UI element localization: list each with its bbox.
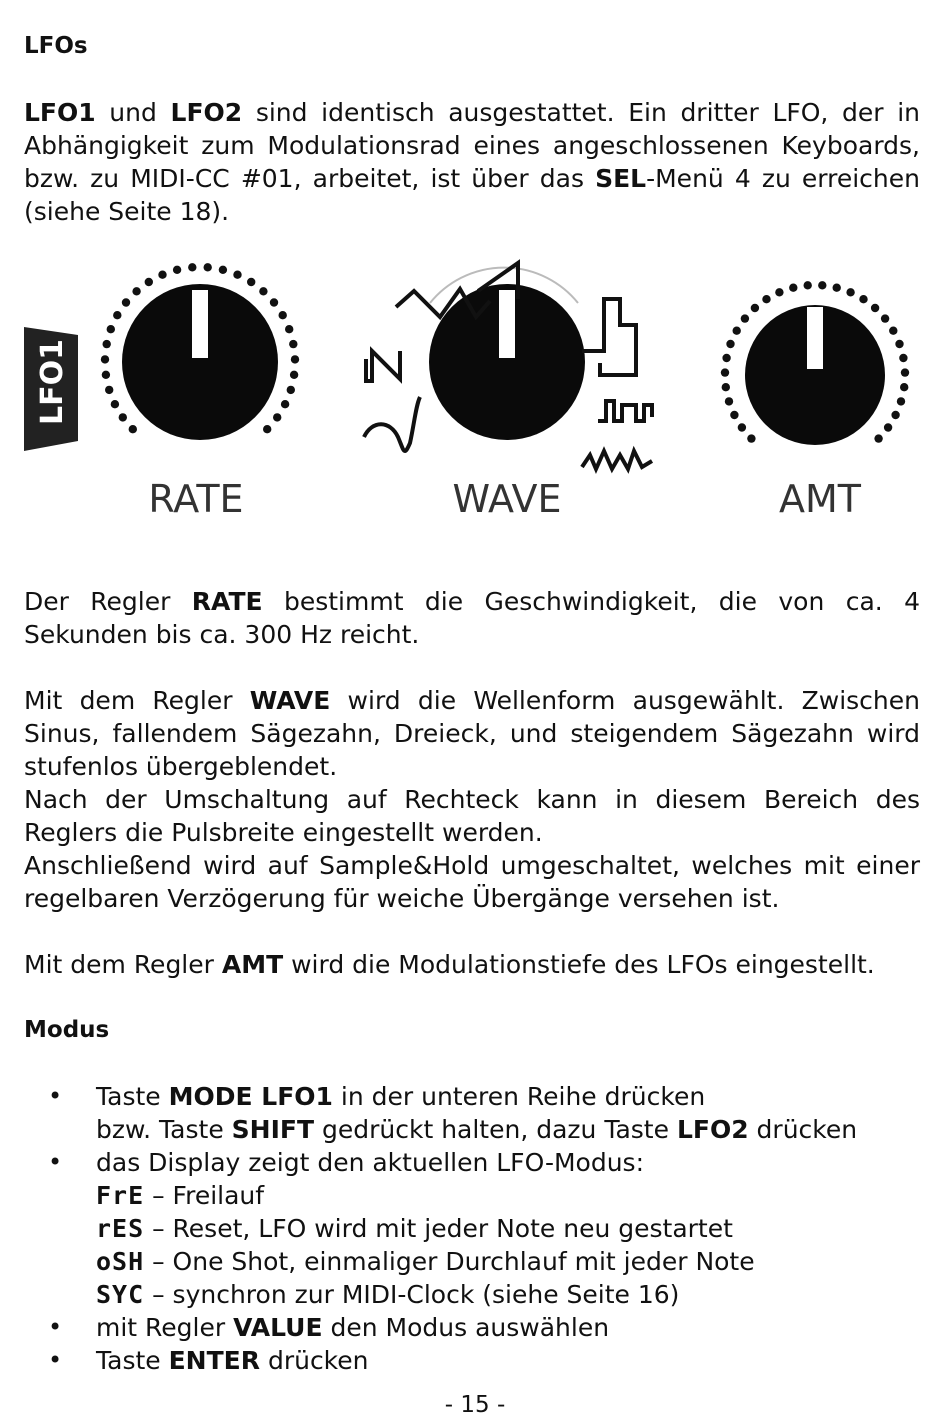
body-paragraphs: [24, 585, 920, 1047]
scale-dot: [804, 281, 812, 289]
amt-knob[interactable]: [721, 281, 909, 445]
scale-dot: [107, 325, 115, 333]
mode-code: oSH: [96, 1247, 145, 1276]
list-item: [0, 1311, 900, 1344]
scale-dot: [891, 411, 899, 419]
scale-dot: [881, 314, 889, 322]
mode-entry: [0, 1179, 900, 1212]
scale-dot: [259, 287, 267, 295]
rate-paragraph: [24, 585, 920, 651]
scale-dot: [204, 263, 212, 271]
scale-dot: [290, 371, 298, 379]
scale-dot: [247, 278, 255, 286]
scale-dot: [738, 423, 746, 431]
scale-dot: [751, 304, 759, 312]
step4-post: drücken: [260, 1346, 369, 1375]
intro-text-2: -Menü 4 zu erreichen (siehe Seite 18).: [24, 164, 920, 226]
scale-dot: [145, 278, 153, 286]
step3-pre: mit Regler: [96, 1313, 234, 1342]
scale-dot: [188, 263, 196, 271]
scale-dot: [289, 340, 297, 348]
scale-dot: [846, 288, 854, 296]
scale-dot: [775, 288, 783, 296]
scale-dot: [899, 354, 907, 362]
mode-description: – One Shot, einmaliger Durchlauf mit jeder Note: [144, 1247, 755, 1276]
mode-entry: [0, 1245, 900, 1278]
scale-dot: [874, 434, 882, 442]
scale-dot: [102, 371, 110, 379]
scale-dot: [270, 298, 278, 306]
scale-dot: [889, 327, 897, 335]
step3-post: den Modus auswählen: [322, 1313, 610, 1342]
scale-dot: [233, 271, 241, 279]
mode-description: – Reset, LFO wird mit jeder Note neu gestartet: [144, 1214, 733, 1243]
scale-dot: [818, 281, 826, 289]
term-lfo2: LFO2: [170, 98, 243, 127]
section-heading-lfos: LFOs: [24, 33, 88, 59]
scale-dot: [132, 287, 140, 295]
list-item: [0, 1344, 900, 1377]
term-shift: SHIFT: [231, 1115, 315, 1144]
wave-label: WAVE: [452, 477, 562, 521]
scale-dot: [111, 400, 119, 408]
lfo-panel-figure: [0, 255, 950, 545]
wave-paragraph-3: Anschließend wird auf Sample&Hold umgeschaltet, welches mit einer regelbaren Verzögerung für weiche Übergänge versehen ist.: [24, 851, 920, 913]
mode-steps-list: [0, 1080, 900, 1377]
sine-wave-icon: [364, 397, 420, 451]
wave-para-post: wird die Wellenform ausgewählt. Zwischen Sinus, fallendem Sägezahn, Dreieck, und steigendem Sägezahn wird stufenlos übergeblendet.: [24, 686, 920, 781]
lfo1-tag: [24, 327, 78, 451]
rate-para-post: bestimmt die Geschwindigkeit, die von ca. 4 Sekunden bis ca. 300 Hz reicht.: [24, 587, 920, 649]
bullet-icon: •: [48, 1148, 63, 1176]
scale-dot: [273, 413, 281, 421]
mode-entry: [0, 1278, 900, 1311]
term-wave: WAVE: [249, 686, 331, 715]
scale-dot: [833, 284, 841, 292]
scale-dot: [103, 340, 111, 348]
term-rate: RATE: [191, 587, 263, 616]
amt-para-pre: Mit dem Regler: [24, 950, 222, 979]
step1-post: in der unteren Reihe drücken: [332, 1082, 706, 1111]
scale-dot: [129, 425, 137, 433]
mode-description: – Freilauf: [144, 1181, 265, 1210]
page-number: - 15 -: [444, 1392, 506, 1418]
step4-pre: Taste: [96, 1346, 169, 1375]
scale-dot: [901, 368, 909, 376]
scale-dot: [722, 383, 730, 391]
scale-dot: [119, 413, 127, 421]
square-wave-icon: [582, 299, 636, 375]
scale-dot: [726, 340, 734, 348]
list-item: [0, 1146, 900, 1179]
scale-dot: [113, 311, 121, 319]
page-body: [24, 30, 920, 228]
pulse-wave-icon: [598, 401, 652, 421]
list-item: [0, 1080, 900, 1113]
scale-dot: [105, 386, 113, 394]
wave-paragraph: [24, 684, 920, 783]
mode-description: – synchron zur MIDI-Clock (siehe Seite 16): [144, 1280, 680, 1309]
step1b-post: drücken: [748, 1115, 858, 1144]
rate-knob[interactable]: [101, 263, 299, 440]
lfo1-tag-label: LFO1: [35, 339, 70, 425]
amt-paragraph: [24, 948, 920, 981]
scale-dot: [287, 386, 295, 394]
mode-code: rES: [96, 1214, 145, 1243]
list-item-continuation: [0, 1113, 900, 1146]
wave-knob[interactable]: [429, 268, 585, 440]
step1b-pre: bzw. Taste: [96, 1115, 232, 1144]
scale-dot: [900, 383, 908, 391]
bullet-icon: •: [48, 1082, 63, 1110]
scale-dot: [747, 434, 755, 442]
rate-para-pre: Der Regler: [24, 587, 192, 616]
scale-dot: [219, 266, 227, 274]
intro-paragraph: [24, 96, 920, 228]
step1-pre: Taste: [96, 1082, 169, 1111]
scale-dot: [281, 400, 289, 408]
scale-dot: [859, 295, 867, 303]
scale-dot: [725, 397, 733, 405]
term-lfo2-key: LFO2: [676, 1115, 749, 1144]
step2-text: das Display zeigt den aktuellen LFO-Modus:: [96, 1148, 644, 1177]
amt-para-post: wird die Modulationstiefe des LFOs eingestellt.: [283, 950, 875, 979]
scale-dot: [741, 314, 749, 322]
amt-label: AMT: [779, 477, 861, 521]
mode-entry: [0, 1212, 900, 1245]
intro-text-und: und: [95, 98, 171, 127]
term-mode-lfo1: MODE LFO1: [168, 1082, 333, 1111]
scale-dot: [884, 423, 892, 431]
scale-dot: [122, 298, 130, 306]
scale-dot: [871, 304, 879, 312]
rate-label: RATE: [148, 477, 244, 521]
section-heading-modus: Modus: [24, 1017, 110, 1043]
scale-dot: [733, 327, 741, 335]
intro-text-1: sind identisch ausgestattet. Ein dritter LFO, der in Abhängigkeit zum Modulationsrad eines angeschlossenen Keyboards, bzw. zu MIDI-CC #01, arbeitet, ist über das: [24, 98, 921, 193]
scale-dot: [101, 355, 109, 363]
term-sel: SEL: [595, 164, 647, 193]
bullet-icon: •: [48, 1346, 63, 1374]
wave-para-pre: Mit dem Regler: [24, 686, 250, 715]
falling-saw-icon: [366, 351, 400, 381]
scale-dot: [722, 354, 730, 362]
mode-code: FrE: [96, 1181, 145, 1210]
scale-dot: [762, 295, 770, 303]
step1b-mid: gedrückt halten, dazu Taste: [314, 1115, 677, 1144]
scale-dot: [897, 397, 905, 405]
mode-code: SYC: [96, 1280, 145, 1309]
scale-dot: [279, 311, 287, 319]
scale-dot: [730, 411, 738, 419]
scale-dot: [895, 340, 903, 348]
scale-dot: [291, 355, 299, 363]
sample-hold-icon: [582, 451, 652, 469]
scale-dot: [789, 284, 797, 292]
scale-dot: [285, 325, 293, 333]
term-lfo1: LFO1: [24, 98, 96, 127]
scale-dot: [721, 368, 729, 376]
scale-dot: [173, 266, 181, 274]
wave-paragraph-2: Nach der Umschaltung auf Rechteck kann in diesem Bereich des Reglers die Pulsbreite eingestellt werden.: [24, 785, 920, 847]
scale-dot: [263, 425, 271, 433]
term-amt: AMT: [221, 950, 284, 979]
term-enter: ENTER: [168, 1346, 260, 1375]
term-value: VALUE: [233, 1313, 323, 1342]
scale-dot: [158, 271, 166, 279]
bullet-icon: •: [48, 1313, 63, 1341]
